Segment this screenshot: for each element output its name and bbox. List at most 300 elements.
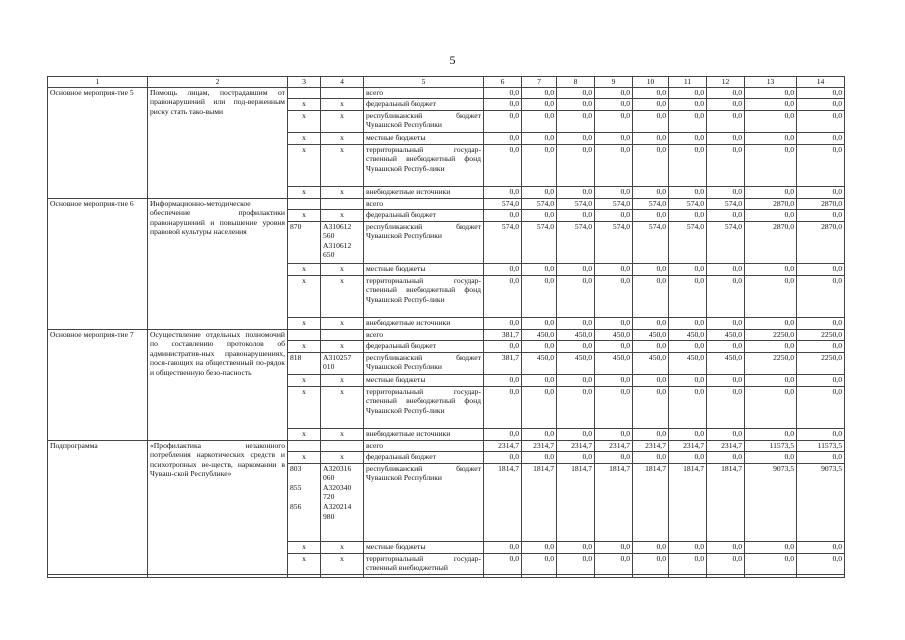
value-cell: 0,0 [484, 275, 522, 317]
value-cell: 0,0 [522, 275, 557, 317]
value-cell: 0,0 [707, 374, 745, 386]
funding-source-cell: территориальный государ-ственный внебюджетный фонд Чувашской Респуб-лики [364, 386, 484, 428]
value-cell: 450,0 [557, 329, 595, 340]
value-cell: 0,0 [484, 144, 522, 186]
value-cell: 0,0 [707, 263, 745, 275]
code-gr-cell: х [288, 132, 321, 144]
code-gr-cell: х [288, 275, 321, 317]
value-cell: 0,0 [633, 428, 669, 440]
value-cell: 0,0 [595, 374, 633, 386]
code-csr-cell [321, 440, 364, 451]
value-cell: 0,0 [797, 263, 845, 275]
value-cell: 574,0 [669, 221, 707, 263]
funding-source-cell: всего [364, 329, 484, 340]
code-csr-cell: х [321, 263, 364, 275]
value-cell: 0,0 [522, 263, 557, 275]
value-cell: 0,0 [669, 386, 707, 428]
value-cell: 0,0 [707, 144, 745, 186]
funding-source-cell: республиканский бюджет Чувашской Республики [364, 221, 484, 263]
value-cell: 0,0 [633, 144, 669, 186]
value-cell: 0,0 [669, 87, 707, 98]
value-cell: 450,0 [669, 352, 707, 374]
value-cell: 0,0 [595, 263, 633, 275]
code-csr-cell: х [321, 132, 364, 144]
code-csr-cell: х [321, 386, 364, 428]
value-cell: 0,0 [797, 428, 845, 440]
value-cell: 0,0 [707, 110, 745, 132]
value-cell: 0,0 [595, 275, 633, 317]
code-gr-cell: 870 [288, 221, 321, 263]
value-cell: 11573,5 [745, 440, 797, 451]
value-cell: 9073,5 [797, 463, 845, 541]
value-cell: 0,0 [797, 451, 845, 463]
table-row [48, 87, 845, 98]
value-cell: 574,0 [522, 221, 557, 263]
value-cell: 0,0 [484, 553, 522, 577]
value-cell: 450,0 [522, 352, 557, 374]
table-row [48, 440, 845, 451]
value-cell: 0,0 [797, 87, 845, 98]
code-csr-cell: х [321, 186, 364, 198]
value-cell: 0,0 [484, 209, 522, 221]
value-cell: 0,0 [557, 386, 595, 428]
value-cell: 2250,0 [745, 329, 797, 340]
value-cell: 0,0 [595, 98, 633, 110]
value-cell: 450,0 [633, 329, 669, 340]
value-cell: 0,0 [669, 428, 707, 440]
value-cell: 0,0 [484, 541, 522, 553]
code-gr-cell: х [288, 209, 321, 221]
value-cell: 0,0 [669, 98, 707, 110]
value-cell: 0,0 [595, 317, 633, 329]
value-cell: 2314,7 [633, 440, 669, 451]
value-cell: 0,0 [669, 209, 707, 221]
value-cell: 0,0 [595, 553, 633, 577]
code-csr-cell [321, 329, 364, 340]
value-cell: 0,0 [595, 451, 633, 463]
event-name-cell: Основное мероприя-тие 6 [48, 198, 148, 329]
value-cell: 0,0 [745, 275, 797, 317]
code-csr-cell: х [321, 340, 364, 352]
value-cell: 0,0 [669, 340, 707, 352]
value-cell: 0,0 [633, 263, 669, 275]
value-cell: 574,0 [484, 221, 522, 263]
code-gr-cell: х [288, 541, 321, 553]
value-cell: 9073,5 [745, 463, 797, 541]
value-cell: 0,0 [522, 98, 557, 110]
code-gr-cell: х [288, 263, 321, 275]
value-cell: 0,0 [484, 87, 522, 98]
value-cell: 0,0 [484, 317, 522, 329]
value-cell: 574,0 [707, 221, 745, 263]
funding-source-cell: территориальный государ-ственный внебюджетный [364, 553, 484, 577]
value-cell: 0,0 [707, 98, 745, 110]
event-name-cell: Подпрограмма [48, 440, 148, 577]
code-gr-cell: х [288, 386, 321, 428]
value-cell: 0,0 [484, 110, 522, 132]
header-cell: 2 [148, 77, 288, 88]
value-cell: 0,0 [745, 98, 797, 110]
code-csr-cell: х [321, 374, 364, 386]
value-cell: 0,0 [707, 428, 745, 440]
funding-source-cell: республиканский бюджет Чувашской Республики [364, 110, 484, 132]
header-cell: 4 [321, 77, 364, 88]
value-cell: 0,0 [707, 451, 745, 463]
value-cell: 0,0 [557, 98, 595, 110]
value-cell: 0,0 [484, 98, 522, 110]
value-cell: 2250,0 [797, 329, 845, 340]
value-cell: 0,0 [522, 428, 557, 440]
value-cell: 0,0 [557, 132, 595, 144]
value-cell: 0,0 [669, 132, 707, 144]
value-cell: 0,0 [745, 132, 797, 144]
value-cell: 0,0 [669, 317, 707, 329]
code-gr-cell: х [288, 553, 321, 577]
value-cell: 0,0 [669, 275, 707, 317]
value-cell: 574,0 [633, 198, 669, 209]
value-cell: 0,0 [633, 209, 669, 221]
code-gr-cell: х [288, 317, 321, 329]
value-cell: 0,0 [633, 275, 669, 317]
code-gr-cell: 818 [288, 352, 321, 374]
header-cell: 14 [797, 77, 845, 88]
funding-source-cell: республиканский бюджет Чувашской Республики [364, 352, 484, 374]
value-cell: 0,0 [595, 132, 633, 144]
table-body [48, 77, 845, 578]
value-cell: 0,0 [484, 386, 522, 428]
value-cell: 574,0 [633, 221, 669, 263]
value-cell: 2250,0 [745, 352, 797, 374]
value-cell: 0,0 [745, 110, 797, 132]
value-cell: 0,0 [633, 386, 669, 428]
value-cell: 450,0 [669, 329, 707, 340]
header-cell: 12 [707, 77, 745, 88]
value-cell: 0,0 [797, 386, 845, 428]
funding-source-cell: местные бюджеты [364, 263, 484, 275]
value-cell: 0,0 [595, 110, 633, 132]
funding-source-cell: федеральный бюджет [364, 209, 484, 221]
funding-source-cell: федеральный бюджет [364, 451, 484, 463]
value-cell: 1814,7 [707, 463, 745, 541]
value-cell: 0,0 [707, 132, 745, 144]
value-cell: 1814,7 [522, 463, 557, 541]
header-cell: 11 [669, 77, 707, 88]
code-gr-cell: х [288, 186, 321, 198]
budget-table [47, 76, 845, 578]
value-cell: 574,0 [707, 198, 745, 209]
value-cell: 0,0 [797, 98, 845, 110]
value-cell: 0,0 [745, 374, 797, 386]
value-cell: 1814,7 [557, 463, 595, 541]
value-cell: 0,0 [745, 553, 797, 577]
value-cell: 2870,0 [797, 198, 845, 209]
value-cell: 2870,0 [797, 221, 845, 263]
value-cell: 0,0 [707, 87, 745, 98]
value-cell: 0,0 [522, 451, 557, 463]
value-cell: 381,7 [484, 352, 522, 374]
header-cell: 9 [595, 77, 633, 88]
funding-source-cell: всего [364, 87, 484, 98]
code-gr-cell [288, 198, 321, 209]
value-cell: 0,0 [522, 340, 557, 352]
value-cell: 0,0 [707, 186, 745, 198]
funding-source-cell: внебюджетные источники [364, 186, 484, 198]
value-cell: 0,0 [557, 263, 595, 275]
event-description-cell: Помощь лицам, пострадавшим от правонарушений или под-верженным риску стать тако-выми [148, 87, 288, 198]
value-cell: 0,0 [557, 340, 595, 352]
code-gr-cell: х [288, 428, 321, 440]
value-cell: 381,7 [484, 329, 522, 340]
code-csr-cell: х [321, 110, 364, 132]
table-row [48, 198, 845, 209]
header-cell: 1 [48, 77, 148, 88]
value-cell: 0,0 [595, 144, 633, 186]
value-cell: 1814,7 [484, 463, 522, 541]
funding-source-cell: республиканский бюджет Чувашской Республики [364, 463, 484, 541]
value-cell: 0,0 [745, 340, 797, 352]
code-csr-cell: х [321, 317, 364, 329]
value-cell: 0,0 [557, 428, 595, 440]
value-cell: 2870,0 [745, 198, 797, 209]
value-cell: 0,0 [633, 451, 669, 463]
value-cell: 2314,7 [522, 440, 557, 451]
value-cell: 0,0 [633, 317, 669, 329]
value-cell: 0,0 [595, 340, 633, 352]
value-cell: 0,0 [557, 374, 595, 386]
value-cell: 0,0 [557, 144, 595, 186]
value-cell: 0,0 [522, 186, 557, 198]
code-csr-cell [321, 87, 364, 98]
value-cell: 574,0 [595, 221, 633, 263]
value-cell: 1814,7 [633, 463, 669, 541]
value-cell: 0,0 [633, 374, 669, 386]
event-name-cell: Основное мероприя-тие 7 [48, 329, 148, 440]
value-cell: 0,0 [745, 186, 797, 198]
value-cell: 0,0 [797, 317, 845, 329]
header-row [48, 77, 845, 88]
value-cell: 0,0 [797, 209, 845, 221]
value-cell: 0,0 [522, 132, 557, 144]
value-cell: 0,0 [595, 386, 633, 428]
value-cell: 0,0 [669, 451, 707, 463]
value-cell: 0,0 [745, 386, 797, 428]
value-cell: 0,0 [522, 144, 557, 186]
value-cell: 0,0 [797, 275, 845, 317]
value-cell: 0,0 [797, 374, 845, 386]
value-cell: 0,0 [745, 144, 797, 186]
value-cell: 0,0 [633, 186, 669, 198]
value-cell: 0,0 [522, 110, 557, 132]
funding-source-cell: всего [364, 198, 484, 209]
table-bottom-edge [47, 574, 844, 575]
value-cell: 0,0 [484, 374, 522, 386]
header-cell: 5 [364, 77, 484, 88]
value-cell: 0,0 [595, 541, 633, 553]
value-cell: 0,0 [595, 186, 633, 198]
value-cell: 450,0 [522, 329, 557, 340]
value-cell: 0,0 [595, 87, 633, 98]
value-cell: 0,0 [484, 132, 522, 144]
funding-source-cell: внебюджетные источники [364, 317, 484, 329]
value-cell: 574,0 [557, 221, 595, 263]
code-gr-cell: х [288, 110, 321, 132]
value-cell: 450,0 [633, 352, 669, 374]
value-cell: 0,0 [557, 317, 595, 329]
code-csr-cell: А310257 010 [321, 352, 364, 374]
funding-source-cell: территориальный государ-ственный внебюджетный фонд Чувашской Респуб-лики [364, 275, 484, 317]
value-cell: 0,0 [797, 144, 845, 186]
value-cell: 0,0 [797, 541, 845, 553]
value-cell: 0,0 [484, 451, 522, 463]
value-cell: 0,0 [745, 428, 797, 440]
funding-source-cell: территориальный государ-ственный внебюджетный фонд Чувашской Респуб-лики [364, 144, 484, 186]
value-cell: 0,0 [707, 553, 745, 577]
funding-source-cell: местные бюджеты [364, 374, 484, 386]
code-csr-cell: А320316 060 А320340 720 А320214 980 [321, 463, 364, 541]
value-cell: 2314,7 [484, 440, 522, 451]
value-cell: 0,0 [633, 98, 669, 110]
page-number: 5 [449, 53, 456, 67]
code-gr-cell [288, 440, 321, 451]
value-cell: 0,0 [797, 132, 845, 144]
value-cell: 0,0 [557, 275, 595, 317]
value-cell: 0,0 [797, 553, 845, 577]
value-cell: 11573,5 [797, 440, 845, 451]
code-csr-cell: х [321, 275, 364, 317]
value-cell: 0,0 [707, 317, 745, 329]
code-csr-cell: х [321, 553, 364, 577]
value-cell: 0,0 [484, 186, 522, 198]
value-cell: 0,0 [707, 209, 745, 221]
code-gr-cell [288, 329, 321, 340]
value-cell: 0,0 [522, 386, 557, 428]
value-cell: 0,0 [669, 374, 707, 386]
value-cell: 574,0 [669, 198, 707, 209]
value-cell: 0,0 [557, 541, 595, 553]
code-gr-cell: х [288, 98, 321, 110]
value-cell: 0,0 [633, 110, 669, 132]
code-csr-cell: х [321, 451, 364, 463]
value-cell: 0,0 [633, 553, 669, 577]
header-cell: 6 [484, 77, 522, 88]
value-cell: 0,0 [745, 209, 797, 221]
event-description-cell: «Профилактика незаконного потребления наркотических средств и психотропных ве-ществ, наркомании в Чуваш-ской Республике» [148, 440, 288, 577]
header-cell: 8 [557, 77, 595, 88]
value-cell: 450,0 [707, 329, 745, 340]
value-cell: 0,0 [522, 553, 557, 577]
funding-source-cell: федеральный бюджет [364, 340, 484, 352]
value-cell: 0,0 [745, 87, 797, 98]
funding-source-cell: всего [364, 440, 484, 451]
value-cell: 0,0 [745, 541, 797, 553]
value-cell: 0,0 [707, 386, 745, 428]
value-cell: 0,0 [484, 340, 522, 352]
value-cell: 1814,7 [595, 463, 633, 541]
value-cell: 0,0 [595, 428, 633, 440]
funding-source-cell: местные бюджеты [364, 132, 484, 144]
code-gr-cell [288, 87, 321, 98]
value-cell: 0,0 [633, 87, 669, 98]
header-cell: 10 [633, 77, 669, 88]
value-cell: 2314,7 [707, 440, 745, 451]
value-cell: 2314,7 [669, 440, 707, 451]
value-cell: 0,0 [633, 340, 669, 352]
value-cell: 2870,0 [745, 221, 797, 263]
value-cell: 0,0 [797, 186, 845, 198]
value-cell: 2314,7 [595, 440, 633, 451]
value-cell: 0,0 [633, 132, 669, 144]
header-cell: 7 [522, 77, 557, 88]
event-name-cell: Основное мероприя-тие 5 [48, 87, 148, 198]
value-cell: 0,0 [595, 209, 633, 221]
value-cell: 0,0 [669, 553, 707, 577]
value-cell: 0,0 [707, 541, 745, 553]
value-cell: 0,0 [669, 144, 707, 186]
value-cell: 0,0 [484, 428, 522, 440]
table-row [48, 329, 845, 340]
funding-source-cell: местные бюджеты [364, 541, 484, 553]
code-csr-cell: х [321, 98, 364, 110]
code-csr-cell: х [321, 428, 364, 440]
code-gr-cell: х [288, 144, 321, 186]
event-description-cell: Осуществление отдельных полномочий по составлению протоколов об административ-ных правонарушениях, пося-гающих на общественный по-рядок и общественную безо-пасность [148, 329, 288, 440]
value-cell: 0,0 [522, 317, 557, 329]
value-cell: 0,0 [522, 541, 557, 553]
value-cell: 0,0 [797, 340, 845, 352]
value-cell: 574,0 [484, 198, 522, 209]
value-cell: 0,0 [557, 451, 595, 463]
value-cell: 0,0 [797, 110, 845, 132]
code-csr-cell: х [321, 541, 364, 553]
value-cell: 574,0 [557, 198, 595, 209]
funding-source-cell: внебюджетные источники [364, 428, 484, 440]
header-cell: 3 [288, 77, 321, 88]
code-csr-cell: х [321, 144, 364, 186]
value-cell: 450,0 [595, 352, 633, 374]
value-cell: 0,0 [557, 110, 595, 132]
code-csr-cell [321, 198, 364, 209]
value-cell: 0,0 [557, 186, 595, 198]
value-cell: 0,0 [522, 87, 557, 98]
value-cell: 1814,7 [669, 463, 707, 541]
value-cell: 0,0 [669, 263, 707, 275]
value-cell: 0,0 [522, 374, 557, 386]
value-cell: 0,0 [522, 209, 557, 221]
value-cell: 0,0 [557, 87, 595, 98]
value-cell: 450,0 [557, 352, 595, 374]
value-cell: 0,0 [484, 263, 522, 275]
value-cell: 2250,0 [797, 352, 845, 374]
code-csr-cell: х [321, 209, 364, 221]
value-cell: 450,0 [595, 329, 633, 340]
value-cell: 0,0 [745, 317, 797, 329]
code-csr-cell: А310612 560 А310612 650 [321, 221, 364, 263]
value-cell: 574,0 [595, 198, 633, 209]
value-cell: 0,0 [633, 541, 669, 553]
value-cell: 0,0 [745, 263, 797, 275]
code-gr-cell: х [288, 340, 321, 352]
event-description-cell: Информационно-методическое обеспечение профилактики правонарушений и повышение уровня правовой культуры населения [148, 198, 288, 329]
code-gr-cell: х [288, 374, 321, 386]
value-cell: 574,0 [522, 198, 557, 209]
value-cell: 2314,7 [557, 440, 595, 451]
value-cell: 0,0 [557, 553, 595, 577]
value-cell: 450,0 [707, 352, 745, 374]
funding-source-cell: федеральный бюджет [364, 98, 484, 110]
value-cell: 0,0 [707, 340, 745, 352]
header-cell: 13 [745, 77, 797, 88]
value-cell: 0,0 [557, 209, 595, 221]
